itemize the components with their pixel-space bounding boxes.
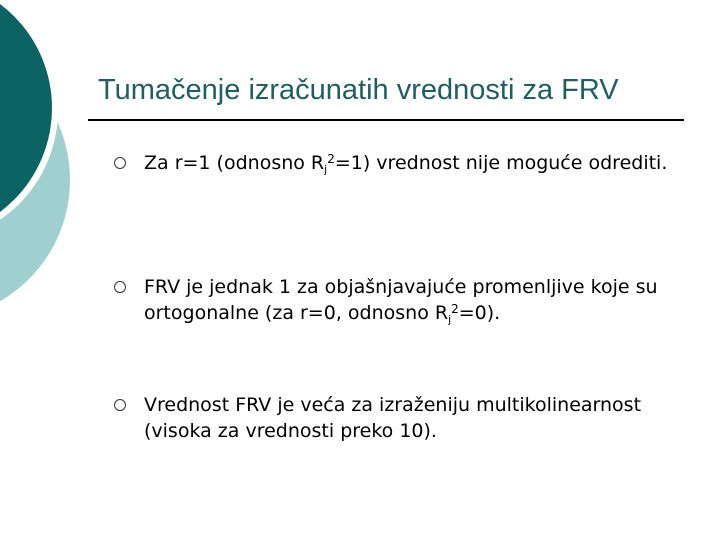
hollow-circle-icon: [114, 281, 126, 293]
bullet-2-text-a: FRV je jednak 1 za objašnjavajuće promenljive koje su ortogonalne (za r=0, odnosno R: [144, 276, 658, 324]
bullet-3-text: Vrednost FRV je veća za izraženiju multikolinearnost (visoka za vrednosti preko 10).: [144, 394, 642, 442]
bullet-2-text-b: =0).: [458, 302, 501, 324]
bullet-2-subscript: j: [448, 313, 452, 326]
bullet-text-1: [144, 150, 684, 176]
slide-title: Tumačenje izračunatih vrednosti za FRV: [98, 74, 619, 106]
bullet-1-text-a: Za r=1 (odnosno R: [144, 152, 325, 174]
hollow-circle-icon: [114, 399, 126, 411]
bullet-text-2: [144, 274, 684, 326]
bullet-2-superscript: 2: [451, 302, 459, 316]
bullet-1-superscript: 2: [327, 152, 335, 166]
hollow-circle-icon: [114, 157, 126, 169]
title-underline: [88, 119, 684, 121]
bullet-1-subscript: j: [324, 163, 328, 176]
bullet-1-text-b: =1) vrednost nije moguće odrediti.: [334, 152, 668, 174]
bullet-text-3: [144, 392, 684, 444]
